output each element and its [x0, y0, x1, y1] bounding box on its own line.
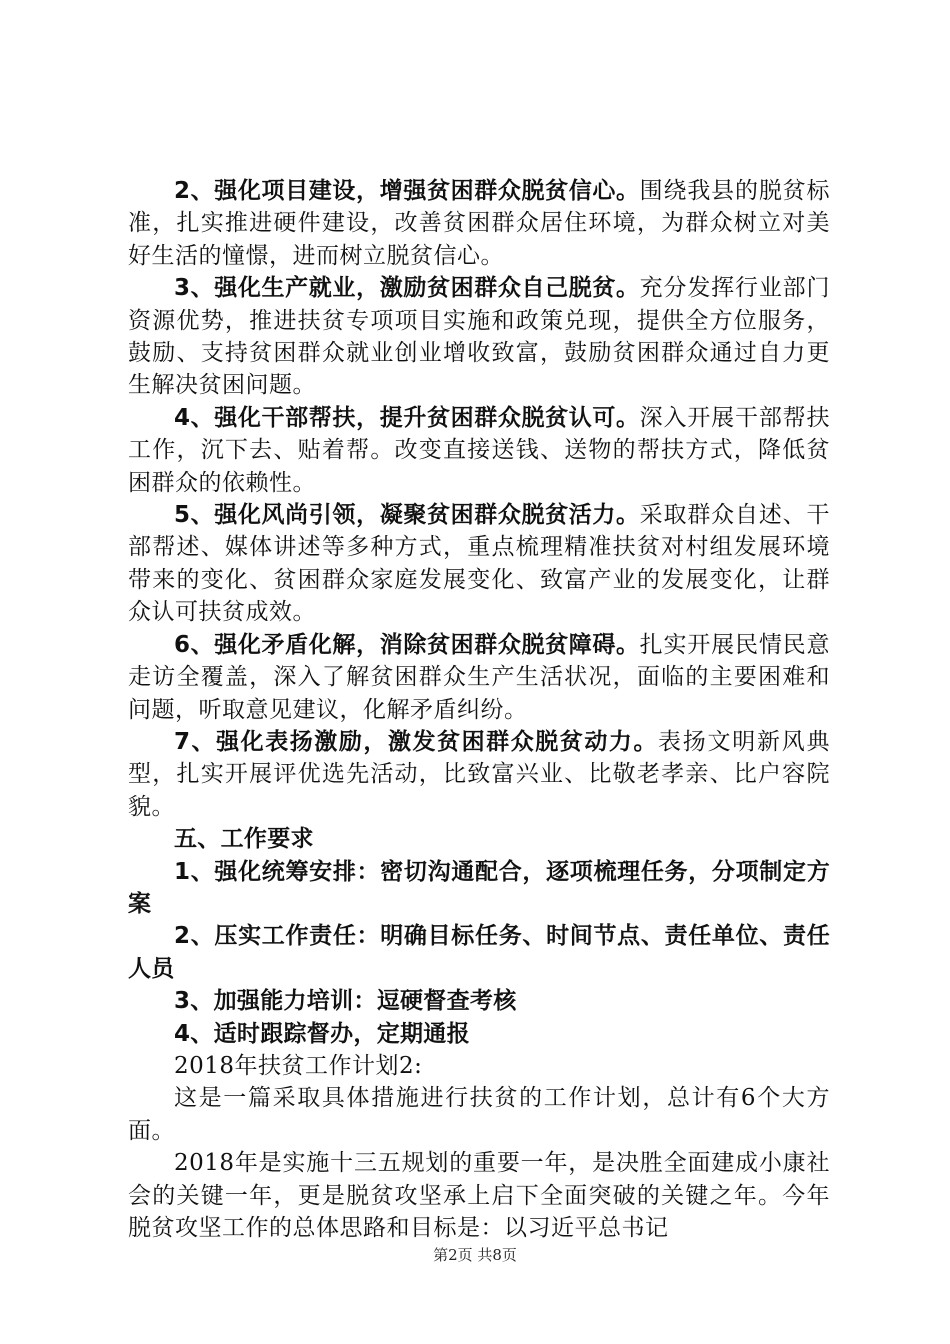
measure-body-5: 采取群众自述、干部帮述、媒体讲述等多种方式，重点梳理精准扶贫对村组发展环境带来的变化、贫困群众家庭发展变化、致富产业的发展变化，让群众认可扶贫成效。 [128, 502, 831, 626]
plan-title: 2018年扶贫工作计划2: [174, 1052, 423, 1079]
requirement-item-3: 3、加强能力培训：逗硬督查考核 [174, 988, 517, 1015]
measure-paragraph-2 [128, 175, 830, 272]
measure-paragraph-4 [128, 402, 830, 499]
page-number-footer: 第2页 共8页 [433, 1246, 517, 1264]
measure-lead-7: 7、强化表扬激励，激发贫困群众脱贫动力。 [174, 728, 658, 755]
measure-paragraph-7 [128, 726, 830, 823]
measure-body-2: 围绕我县的脱贫标准，扎实推进硬件建设，改善贫困群众居住环境，为群众树立对美好生活的憧憬，进而树立脱贫信心。 [128, 178, 831, 269]
intro-paragraph: 这是一篇采取具体措施进行扶贫的工作计划，总计有6个大方面。 [128, 1085, 830, 1144]
measure-paragraph-3 [128, 272, 830, 402]
requirement-item-1: 1、强化统筹安排：密切沟通配合，逐项梳理任务，分项制定方案 [128, 858, 830, 917]
measure-body-4: 深入开展干部帮扶工作，沉下去、贴着帮。改变直接送钱、送物的帮扶方式，降低贫困群众的依赖性。 [128, 404, 831, 496]
measure-lead-2: 2、强化项目建设，增强贫困群众脱贫信心。 [174, 178, 640, 204]
measure-body-6: 扎实开展民情民意走访全覆盖，深入了解贫困群众生产生活状况，面临的主要困难和问题，听取意见建议，化解矛盾纠纷。 [128, 631, 831, 723]
measure-lead-3: 3、强化生产就业，激励贫困群众自己脱贫。 [174, 275, 640, 302]
section-heading: 五、工作要求 [174, 826, 314, 853]
measure-lead-6: 6、强化矛盾化解，消除贫困群众脱贫障碍。 [174, 631, 640, 658]
measure-paragraph-5 [128, 499, 830, 629]
measure-lead-4: 4、强化干部帮扶，提升贫困群众脱贫认可。 [174, 404, 640, 431]
measure-lead-5: 5、强化风尚引领，凝聚贫困群众脱贫活力。 [174, 502, 640, 529]
measure-body-3: 充分发挥行业部门资源优势，推进扶贫专项项目实施和政策兑现，提供全方位服务，鼓励、支持贫困群众就业创业增收致富，鼓励贫困群众通过自力更生解决贫困问题。 [128, 275, 831, 399]
measure-body-7: 表扬文明新风典型，扎实开展评优选先活动，比致富兴业、比敬老孝亲、比户容院貌。 [128, 728, 830, 820]
document-body [128, 175, 830, 1244]
closing-paragraph: 2018年是实施十三五规划的重要一年，是决胜全面建成小康社会的关键一年，更是脱贫攻坚承上启下全面突破的关键之年。今年脱贫攻坚工作的总体思路和目标是：以习近平总书记 [128, 1150, 830, 1241]
measure-paragraph-6 [128, 629, 830, 726]
requirement-item-4: 4、适时跟踪督办，定期通报 [174, 1020, 470, 1047]
requirement-item-2: 2、压实工作责任：明确目标任务、时间节点、责任单位、责任人员 [128, 923, 830, 982]
